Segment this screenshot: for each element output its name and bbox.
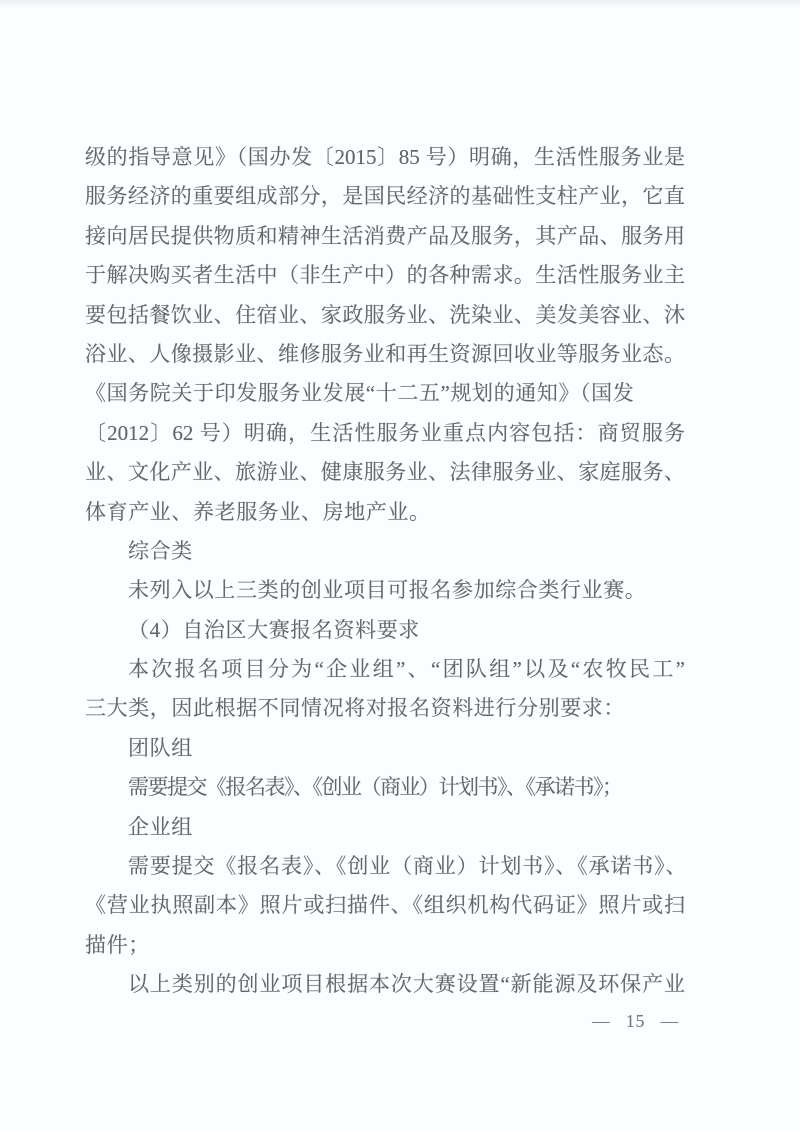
- text-line: 接向居民提供物质和精神生活消费产品及服务，其产品、服务用: [85, 223, 685, 248]
- text-line: 级的指导意见》（国办发〔2015〕85 号）明确，生活性服务业是: [85, 145, 685, 169]
- text-line: 未列入以上三类的创业项目可报名参加综合类行业赛。: [128, 578, 647, 603]
- page-number: — 15 —: [592, 1011, 680, 1031]
- section-heading: （4）自治区大赛报名资料要求: [128, 617, 420, 642]
- text-line: 于解决购买者生活中（非生产中）的各种需求。生活性服务业主: [85, 263, 685, 288]
- text-line: 浴业、人像摄影业、维修服务业和再生资源回收业等服务业态。: [85, 341, 685, 366]
- text-line: 需要提交《报名表》、《创业（商业）计划书》、《承诺书》；: [128, 775, 622, 800]
- text-line: 业、文化产业、旅游业、健康服务业、法律服务业、家庭服务、: [85, 460, 685, 485]
- text-line: 三大类，因此根据不同情况将对报名资料进行分别要求：: [85, 696, 625, 721]
- text-block: [85, 138, 685, 1005]
- text-line: 服务经济的重要组成部分，是国民经济的基础性支柱产业，它直: [85, 184, 685, 209]
- text-line: 要包括餐饮业、住宿业、家政服务业、洗染业、美发美容业、沐: [85, 302, 685, 327]
- text-line: 描件；: [85, 932, 150, 957]
- text-line: 以上类别的创业项目根据本次大赛设置“新能源及环保产业: [128, 972, 685, 997]
- section-heading: 企业组: [128, 814, 193, 839]
- text-line: 本次报名项目分为“企业组”、“团队组”以及“农牧民工”: [128, 657, 685, 682]
- text-line: 体育产业、养老服务业、房地产业。: [85, 499, 431, 524]
- text-line: 〔2012〕62 号）明确，生活性服务业重点内容包括：商贸服务: [85, 420, 685, 445]
- text-line: 《国务院关于印发服务业发展“十二五”规划的通知》（国发: [85, 381, 635, 406]
- text-line: 《营业执照副本》照片或扫描件、《组织机构代码证》照片或扫: [85, 893, 685, 918]
- section-heading: 团队组: [128, 735, 193, 760]
- section-heading: 综合类: [128, 538, 193, 563]
- text-line: 需要提交《报名表》、《创业（商业）计划书》、《承诺书》、: [128, 854, 685, 879]
